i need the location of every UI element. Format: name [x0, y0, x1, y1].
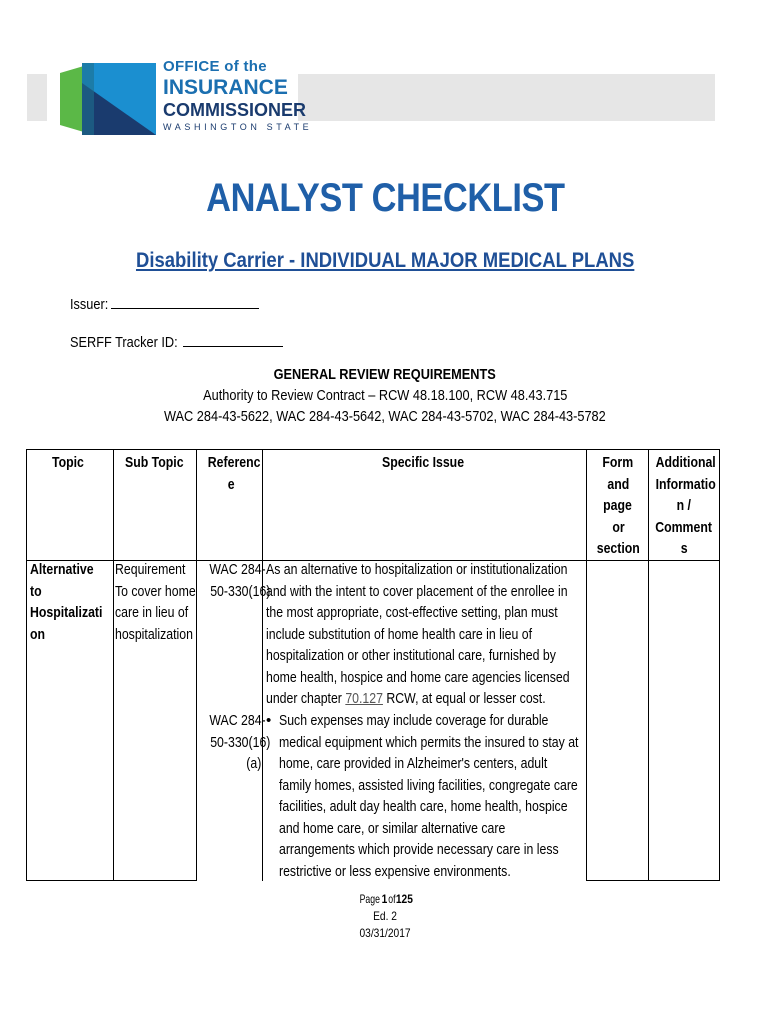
page-footer — [0, 891, 770, 942]
revision-date: 03/31/2017 — [359, 926, 411, 940]
general-heading: GENERAL REVIEW REQUIREMENTS — [273, 366, 497, 383]
document-subtitle: Disability Carrier - INDIVIDUAL MAJOR MEDICAL PLANS — [135, 249, 635, 272]
checklist-table — [26, 449, 720, 881]
row-topic: Alternative to Hospitalizati on — [30, 561, 103, 643]
row-reference-1: WAC 284- 50-330(16) — [209, 561, 271, 600]
serff-blank[interactable] — [183, 332, 283, 347]
form-page-input-cell[interactable] — [587, 561, 648, 880]
row-reference-2: WAC 284- 50-330(16) (a) — [209, 712, 271, 772]
document-title: ANALYST CHECKLIST — [205, 176, 565, 220]
logo-line-1: OFFICE of the — [163, 58, 267, 75]
issuer-label: Issuer: — [70, 296, 109, 313]
rcw-70-127-link[interactable]: 70.127 — [345, 690, 383, 707]
logo-line-2: INSURANCE — [163, 76, 288, 99]
row-bullet-text: Such expenses may include coverage for durable medical equipment which permits the insured to stay at home, care provided in Alzheimer's centers, adult family homes, assisted living facilities, congregate care facilities, adult day health care, home health, hospice and home care, or similar alternative care arrangements which provide necessary care in less restrictive or less expensive environments. — [279, 712, 579, 880]
row-specific-issue: As an alternative to hospitalization or institutionalization and with the intent to cover placement of the enrollee in the most appropriate, cost-effective setting, plan must include substitution of home health care in lieu of hospitalization or other institutional care, furnished by home health, hospice and home care agencies licensed under chapter 70.127 RCW, at equal or lesser cost. — [266, 561, 570, 707]
oic-logo-text — [163, 58, 312, 133]
header-subtopic: Sub Topic — [125, 454, 184, 471]
header-additional-info: Additional Informatio n / Comment s — [655, 454, 716, 557]
oic-logo-mark — [60, 63, 156, 135]
serff-label: SERFF Tracker ID: — [70, 334, 178, 351]
row-subtopic: Requirement To cover home care in lieu of hospitalization — [115, 561, 196, 643]
wac-line: WAC 284-43-5622, WAC 284-43-5642, WAC 284-43-5702, WAC 284-43-5782 — [164, 408, 606, 425]
page-number: Page1of125 — [359, 892, 413, 906]
issuer-field[interactable] — [70, 294, 259, 313]
header-bar-left — [27, 74, 47, 121]
header-bar-right — [298, 74, 715, 121]
serff-field[interactable] — [70, 332, 283, 351]
general-requirements — [0, 364, 770, 427]
header-reference: Referenc e — [207, 454, 261, 493]
logo-line-4: WASHINGTON STATE — [163, 122, 313, 132]
logo-line-3: COMMISSIONER — [163, 100, 307, 120]
bullet-marker: • — [266, 712, 272, 729]
edition: Ed. 2 — [373, 909, 397, 923]
authority-line: Authority to Review Contract – RCW 48.18.100, RCW 48.43.715 — [202, 387, 568, 404]
header-specific-issue: Specific Issue — [382, 454, 465, 471]
issuer-blank[interactable] — [111, 294, 259, 309]
header-form-page: Form and page or section — [596, 454, 640, 557]
header-topic: Topic — [52, 454, 84, 471]
additional-info-input-cell[interactable] — [649, 561, 719, 880]
